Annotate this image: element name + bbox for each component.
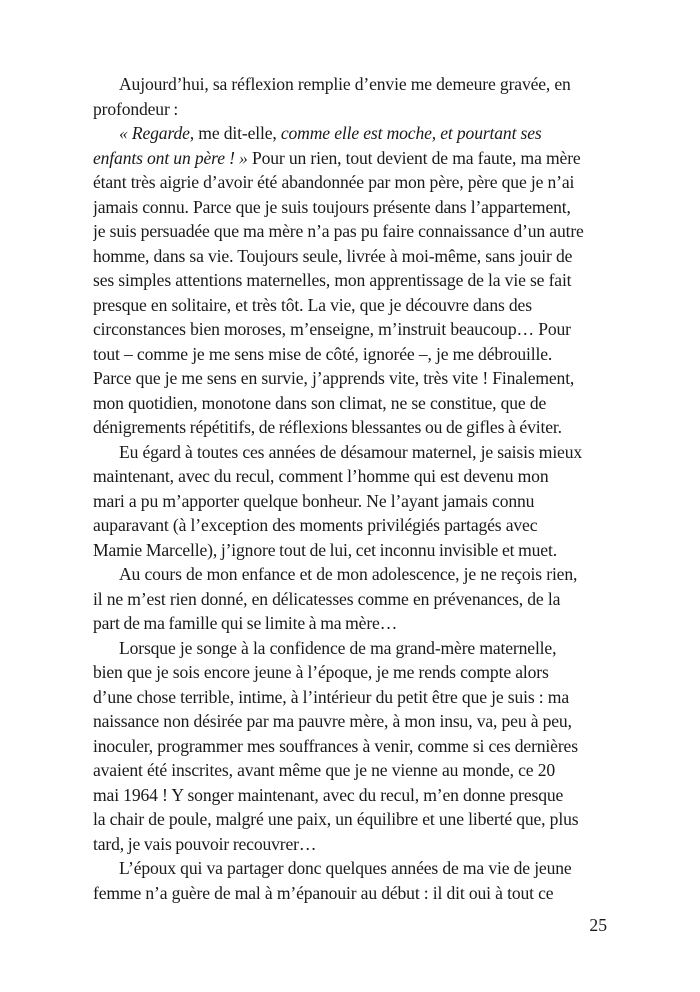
text-line: maintenant, avec du recul, comment l’homme qui est devenu mon <box>93 466 549 486</box>
text-line: il ne m’est rien donné, en délicatesses comme en prévenances, de la <box>93 588 561 609</box>
text-line: Lorsque je songe à la confidence de ma grand-mère maternelle, <box>119 637 557 658</box>
text-line <box>93 121 607 146</box>
text-line: jamais connu. Parce que je suis toujours présente dans l’appartement, <box>93 196 571 217</box>
text-line: mai 1964 ! Y songer maintenant, avec du recul, m’en donne presque <box>93 784 564 805</box>
text-line: la chair de poule, malgré une paix, un équilibre et une liberté que, plus <box>93 809 579 829</box>
text-line: bien que je sois encore jeune à l’époque, je me rends compte alors <box>93 662 549 682</box>
italic-quote: enfants ont un père ! » <box>93 147 248 168</box>
text-run: me dit-elle, <box>194 123 281 143</box>
text-line: naissance non désirée par ma pauvre mère, à mon insu, va, peu à peu, <box>93 711 572 731</box>
text-line: circonstances bien moroses, m’enseigne, m’instruit beaucoup… Pour <box>93 319 571 339</box>
text-line: étant très aigrie d’avoir été abandonnée par mon père, père que je n’ai <box>93 172 575 192</box>
text-line: homme, dans sa vie. Toujours seule, livrée à moi-même, sans jouir de <box>93 245 573 266</box>
text-line: ses simples attentions maternelles, mon apprentissage de la vie se fait <box>93 270 572 290</box>
text-line: mari a pu m’apporter quelque bonheur. Ne l’ayant jamais connu <box>93 490 535 511</box>
text-line: auparavant (à l’exception des moments privilégiés partagés avec <box>93 515 538 535</box>
text-line: inoculer, programmer mes souffrances à venir, comme si ces dernières <box>93 735 578 756</box>
body-text <box>93 72 607 905</box>
text-line: mon quotidien, monotone dans son climat, ne se constitue, que de <box>93 392 547 413</box>
text-line: femme n’a guère de mal à m’épanouir au début : il dit oui à tout ce <box>93 882 554 903</box>
text-line: L’époux qui va partager donc quelques années de ma vie de jeune <box>119 858 572 878</box>
text-line: presque en solitaire, et très tôt. La vie, que je découvre dans des <box>93 294 532 315</box>
text-line: Eu égard à toutes ces années de désamour maternel, je saisis mieux <box>119 441 583 462</box>
page-number: 25 <box>589 915 607 935</box>
text-line: d’une chose terrible, intime, à l’intérieur du petit être que je suis : ma <box>93 686 569 707</box>
text-line: part de ma famille qui se limite à ma mère… <box>93 613 398 633</box>
text-line: tard, je vais pouvoir recouvrer… <box>93 833 317 854</box>
italic-quote: comme elle est moche, et pourtant ses <box>280 123 542 143</box>
italic-quote: « Regarde, <box>119 123 195 143</box>
text-run: Pour un rien, tout devient de ma faute, ma mère <box>247 147 581 168</box>
text-line: je suis persuadée que ma mère n’a pas pu faire connaissance d’un autre <box>93 221 584 241</box>
text-line: Mamie Marcelle), j’ignore tout de lui, cet inconnu invisible et muet. <box>93 539 557 560</box>
text-line: Aujourd’hui, sa réflexion remplie d’envie me demeure gravée, en <box>119 74 571 94</box>
text-line: Au cours de mon enfance et de mon adolescence, je ne reçois rien, <box>119 564 578 584</box>
text-line: profondeur : <box>93 98 179 119</box>
text-line <box>93 146 607 171</box>
text-line: tout – comme je me sens mise de côté, ignorée –, je me débrouille. <box>93 343 553 364</box>
text-line: Parce que je me sens en survie, j’apprends vite, très vite ! Finalement, <box>93 368 575 388</box>
text-line: dénigrements répétitifs, de réflexions blessantes ou de gifles à éviter. <box>93 417 562 437</box>
text-line: avaient été inscrites, avant même que je ne vienne au monde, ce 20 <box>93 760 556 780</box>
